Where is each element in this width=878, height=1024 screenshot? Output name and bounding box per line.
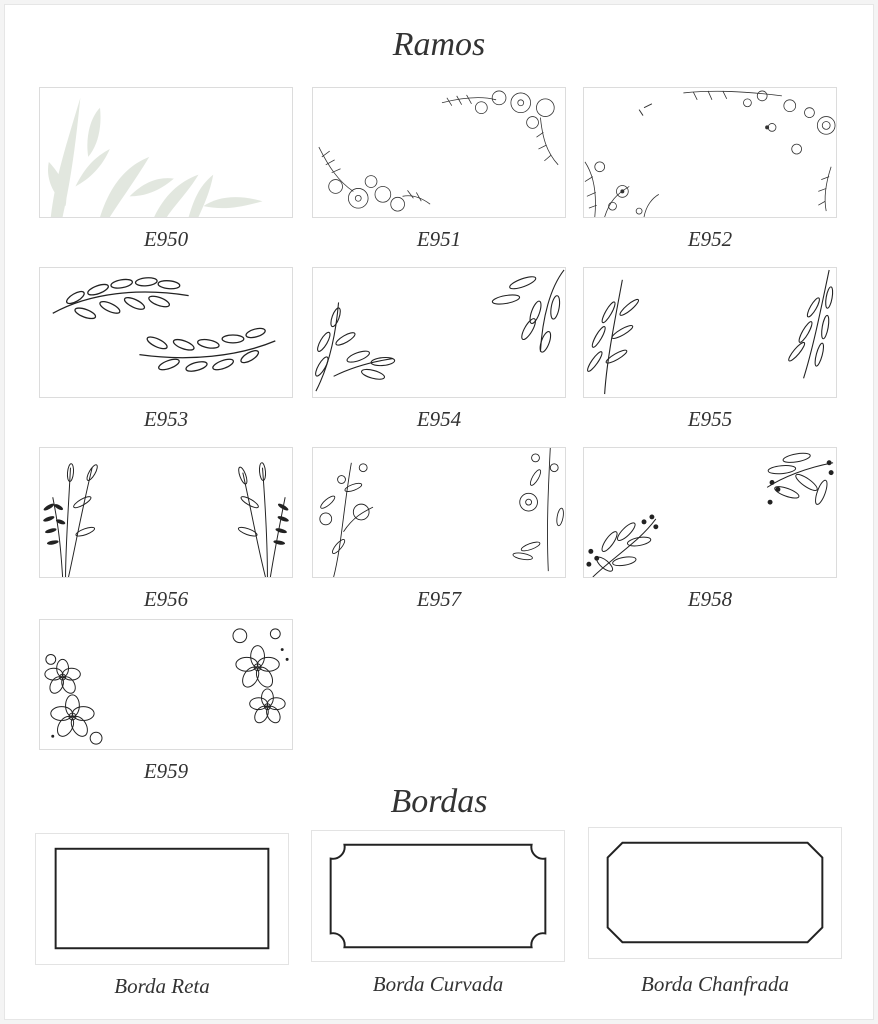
ramo-code: E955 — [687, 407, 733, 431]
ramo-card-e956[interactable] — [39, 447, 293, 578]
watercolor-leaves-icon — [40, 88, 292, 217]
ramo-code: E951 — [416, 227, 462, 251]
border-option-curvada[interactable] — [311, 830, 565, 962]
ramo-card-e951[interactable] — [312, 87, 566, 218]
berry-branches-icon — [584, 448, 836, 577]
blossom-clusters-icon — [40, 620, 292, 749]
botanical-stems-icon — [40, 448, 292, 577]
ramo-card-e954[interactable] — [312, 267, 566, 398]
ramo-code: E957 — [416, 587, 462, 611]
laurel-branches-icon — [40, 268, 292, 397]
ramo-card-e959[interactable] — [39, 619, 293, 750]
slim-leaf-sprigs-icon — [584, 268, 836, 397]
leafy-sprigs-icon — [313, 268, 565, 397]
border-label: Borda Curvada — [372, 972, 504, 996]
ramo-code: E956 — [143, 587, 189, 611]
ramos-title: Ramos — [392, 26, 486, 63]
border-label: Borda Chanfrada — [641, 972, 789, 996]
border-label: Borda Reta — [114, 974, 210, 998]
border-option-reta[interactable] — [35, 833, 289, 965]
bordas-title: Bordas — [390, 783, 488, 820]
curved-border-icon — [312, 831, 564, 961]
floral-corners-icon — [313, 88, 565, 217]
wildflower-corners-icon — [584, 88, 836, 217]
ramo-code: E952 — [687, 227, 733, 251]
ramo-card-e958[interactable] — [583, 447, 837, 578]
ramo-code: E953 — [143, 407, 189, 431]
ramo-card-e955[interactable] — [583, 267, 837, 398]
ramo-code: E950 — [143, 227, 189, 251]
ramo-code: E958 — [687, 587, 733, 611]
ramo-card-e952[interactable] — [583, 87, 837, 218]
straight-border-icon — [36, 834, 288, 964]
ramo-card-e957[interactable] — [312, 447, 566, 578]
border-option-chanfrada[interactable] — [588, 827, 842, 959]
chamfered-border-icon — [589, 828, 841, 958]
wildflower-stems-icon — [313, 448, 565, 577]
ramo-code: E954 — [416, 407, 462, 431]
ramo-card-e950[interactable] — [39, 87, 293, 218]
ramo-card-e953[interactable] — [39, 267, 293, 398]
ramo-code: E959 — [143, 759, 189, 783]
